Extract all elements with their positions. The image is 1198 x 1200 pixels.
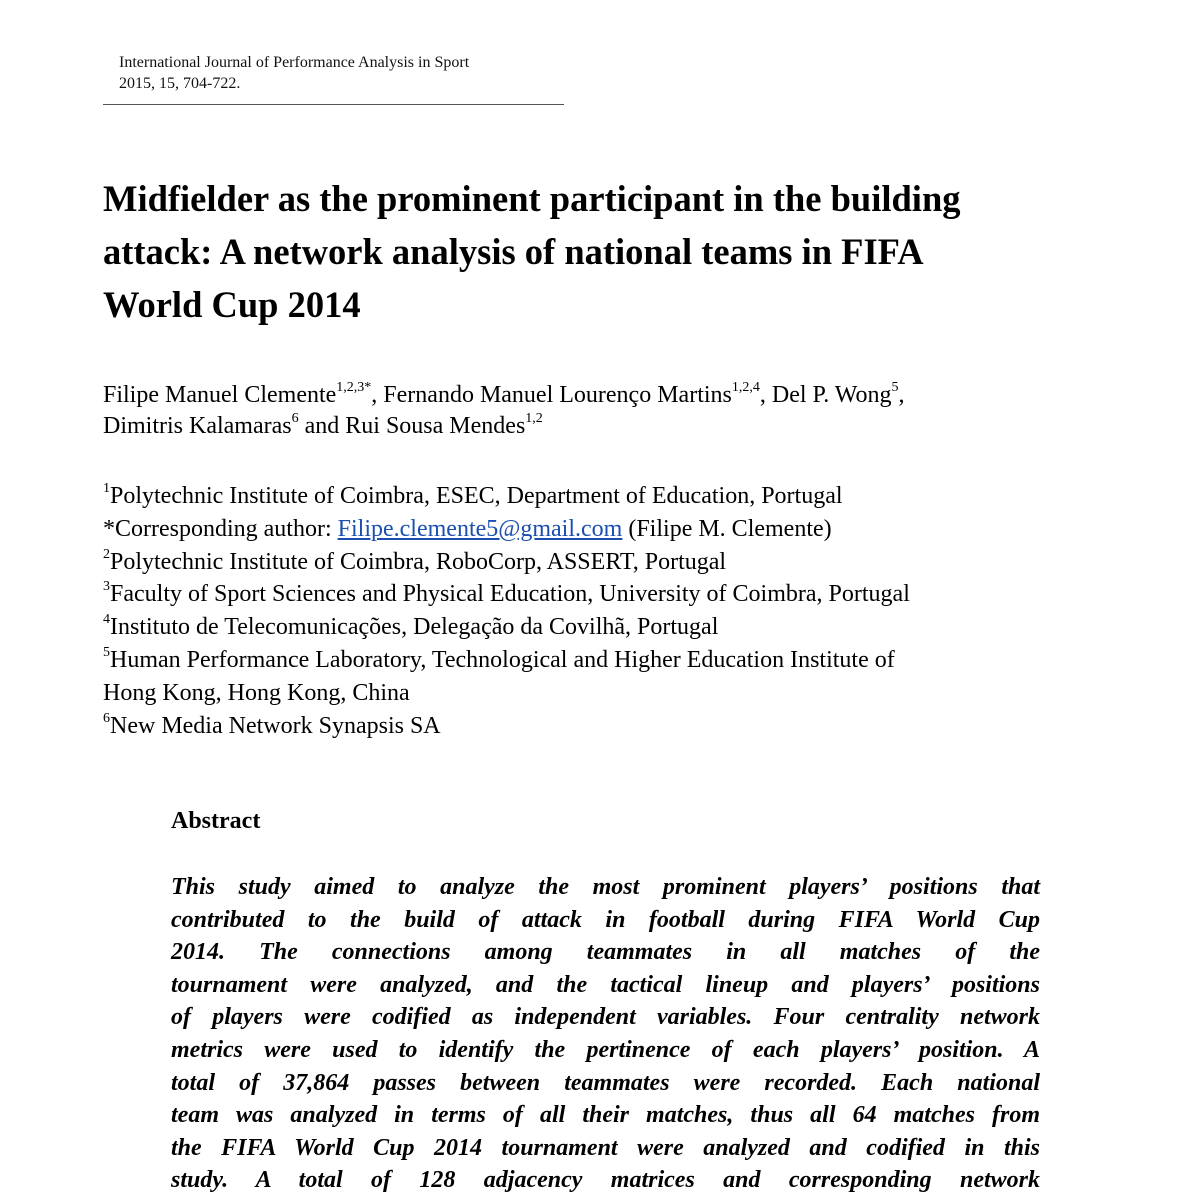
abstract-line: team was analyzed in terms of all their matches, thus all 64 matches from [171,1102,1040,1129]
title-line-1: Midfielder as the prominent participant in the building [103,178,961,219]
header-rule [103,104,564,105]
abstract-line: study. A total of 128 adjacency matrices and corresponding network [171,1167,1040,1194]
author-name: Rui Sousa Mendes [345,413,526,439]
abstract-line: total of 37,864 passes between teammates were recorded. Each national [171,1069,1040,1096]
affiliation-item-cont: Hong Kong, Hong Kong, China [103,679,410,706]
corresponding-author [103,513,910,546]
journal-citation: 2015, 15, 704-722. [119,75,241,92]
affiliation-item [103,578,910,611]
abstract-line: 2014. The connections among teammates in all matches of the [171,939,1040,966]
email-link[interactable]: Filipe.clemente5@gmail.com [337,515,623,542]
author-name: Dimitris Kalamaras [103,413,292,439]
abstract-heading: Abstract [171,808,261,834]
affiliation-item [103,644,910,677]
affiliation-item [103,480,910,513]
affiliation-text: Polytechnic Institute of Coimbra, RoboCorp, ASSERT, Portugal [110,548,727,575]
author-list [103,380,905,442]
affiliation-list [103,480,910,742]
journal-name: International Journal of Performance Analysis in Sport [119,54,470,71]
affiliation-item [103,710,910,743]
affiliation-number: 2 [103,546,110,562]
author-separator: , [898,382,905,408]
author-separator: , [759,382,772,408]
affiliation-number: 1 [103,481,110,496]
affiliation-text: New Media Network Synapsis SA [110,712,441,739]
title-line-3: World Cup 2014 [103,284,361,325]
affiliation-number: 6 [103,710,110,726]
journal-header [119,52,469,94]
author-separator: and [298,413,346,439]
abstract-line: tournament were analyzed, and the tactical lineup and players’ positions [171,971,1040,998]
affiliation-text: Polytechnic Institute of Coimbra, ESEC, Department of Education, Portugal [110,483,843,509]
author-affil-sup: 1,2 [525,411,543,426]
author-affil-sup: 5 [891,380,899,395]
affiliation-item [103,546,910,579]
corresponding-name: (Filipe M. Clemente) [622,515,832,542]
affiliation-text: Human Performance Laboratory, Technological and Higher Education Institute of [110,646,895,673]
affiliation-number: 3 [103,579,110,595]
affiliation-text: Instituto de Telecomunicações, Delegação da Covilhã, Portugal [110,614,719,641]
abstract-line: of players were codified as independent variables. Four centrality network [171,1004,1040,1031]
corresponding-label: *Corresponding author: [103,515,338,542]
author-separator: , [371,382,384,408]
affiliation-number: 4 [103,612,110,628]
abstract-line: contributed to the build of attack in football during FIFA World Cup [171,906,1040,933]
author-affil-sup: 1,2,4 [731,380,760,395]
author-name: Fernando Manuel Lourenço Martins [383,382,732,408]
author-affil-sup: 1,2,3* [336,380,372,395]
affiliation-item [103,611,910,644]
abstract-line: metrics were used to identify the pertinence of each players’ position. A [171,1036,1040,1063]
author-line-2 [103,411,905,442]
affiliation-text: Faculty of Sport Sciences and Physical Education, University of Coimbra, Portugal [110,581,910,608]
author-name: Del P. Wong [771,382,892,408]
abstract-body [171,871,1040,1197]
author-name: Filipe Manuel Clemente [103,382,337,408]
paper-title [103,172,1113,331]
abstract-line: This study aimed to analyze the most prominent players’ positions that [171,874,1040,900]
abstract-line: the FIFA World Cup 2014 tournament were analyzed and codified in this [171,1134,1040,1161]
author-affil-sup: 6 [291,411,299,426]
author-line-1 [103,380,905,411]
title-line-2: attack: A network analysis of national teams in FIFA [103,231,924,272]
affiliation-number: 5 [103,644,110,660]
